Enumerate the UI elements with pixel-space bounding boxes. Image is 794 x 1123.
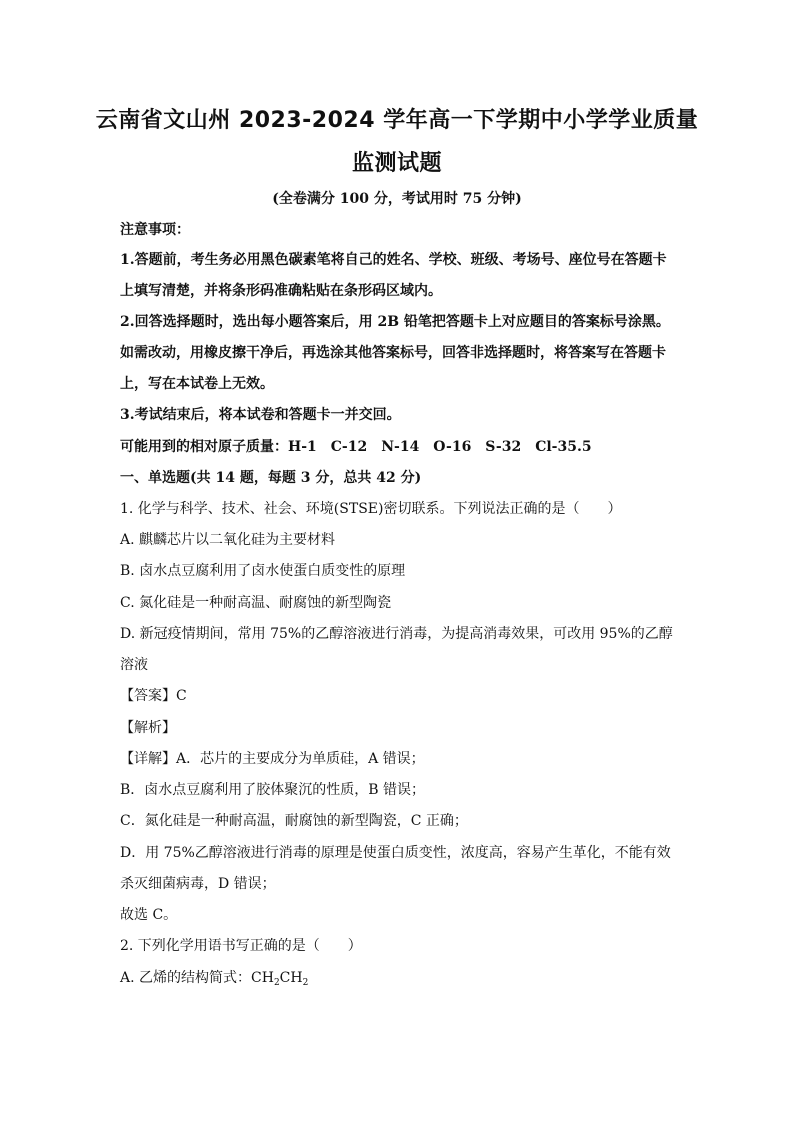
option-a-text: A. 乙烯的结构简式： <box>120 970 252 986</box>
notes-heading: 注意事项： <box>120 222 190 238</box>
atomic-masses: 可能用到的相对原子质量：H-1 C-12 N-14 O-16 S-32 Cl-35.5 <box>120 439 592 455</box>
question-1-analysis-line: C．氮化硅是一种耐高温，耐腐蚀的新型陶瓷，C 正确； <box>120 813 468 829</box>
exam-title-line2: 监测试题 <box>351 151 442 176</box>
question-1-analysis-line: 杀灭细菌病毒，D 错误； <box>120 876 276 892</box>
question-1-option-b: B. 卤水点豆腐利用了卤水使蛋白质变性的原理 <box>120 563 406 579</box>
note-line: 上填写清楚，并将条形码准确粘贴在条形码区域内。 <box>120 283 442 299</box>
note-line: 如需改动，用橡皮擦干净后，再选涂其他答案标号，回答非选择题时，将答案写在答题卡 <box>120 345 666 361</box>
question-1-option-c: C. 氮化硅是一种耐高温、耐腐蚀的新型陶瓷 <box>120 595 392 611</box>
formula-ch-1: CH <box>251 970 274 986</box>
note-line: 2.回答选择题时，选出每小题答案后，用 2B 铅笔把答题卡上对应题目的答案标号涂黑。 <box>120 314 670 330</box>
exam-title-line1: 云南省文山州 2023-2024 学年高一下学期中小学学业质量 <box>95 108 699 133</box>
question-1-analysis-line: B．卤水点豆腐利用了胶体聚沉的性质，B 错误； <box>120 782 426 798</box>
section-heading: 一、单选题(共 14 题，每题 3 分，总共 42 分) <box>120 470 422 486</box>
question-1-conclusion: 故选 C。 <box>120 907 178 923</box>
note-line: 1.答题前，考生务必用黑色碳素笔将自己的姓名、学校、班级、考场号、座位号在答题卡 <box>120 252 667 268</box>
question-1-option-a: A. 麒麟芯片以二氧化硅为主要材料 <box>120 532 336 548</box>
question-1-stem: 1. 化学与科学、技术、社会、环境(STSE)密切联系。下列说法正确的是（ ） <box>120 501 622 517</box>
formula-subscript-1: 2 <box>273 978 280 988</box>
exam-subtitle: (全卷满分 100 分，考试用时 75 分钟) <box>272 191 522 207</box>
note-line: 上，写在本试卷上无效。 <box>120 376 274 392</box>
question-1-analysis-heading: 【解析】 <box>120 720 176 736</box>
note-line: 3.考试结束后，将本试卷和答题卡一并交回。 <box>120 407 401 423</box>
question-1-option-d: D. 新冠疫情期间，常用 75%的乙醇溶液进行消毒，为提高消毒效果，可改用 95%的乙醇 <box>120 626 673 642</box>
formula-ch-2: CH <box>279 970 303 986</box>
question-2-stem: 2. 下列化学用语书写正确的是（ ） <box>120 938 362 954</box>
formula-subscript-2: 2 <box>302 978 309 988</box>
question-1-analysis-line: D．用 75%乙醇溶液进行消毒的原理是使蛋白质变性，浓度高，容易产生革化，不能有效 <box>120 845 671 861</box>
question-1-option-d-cont: 溶液 <box>120 657 148 673</box>
question-1-answer: 【答案】C <box>120 688 187 704</box>
question-1-analysis-line: 【详解】A．芯片的主要成分为单质硅，A 错误； <box>120 751 425 767</box>
question-2-option-a <box>120 967 308 987</box>
